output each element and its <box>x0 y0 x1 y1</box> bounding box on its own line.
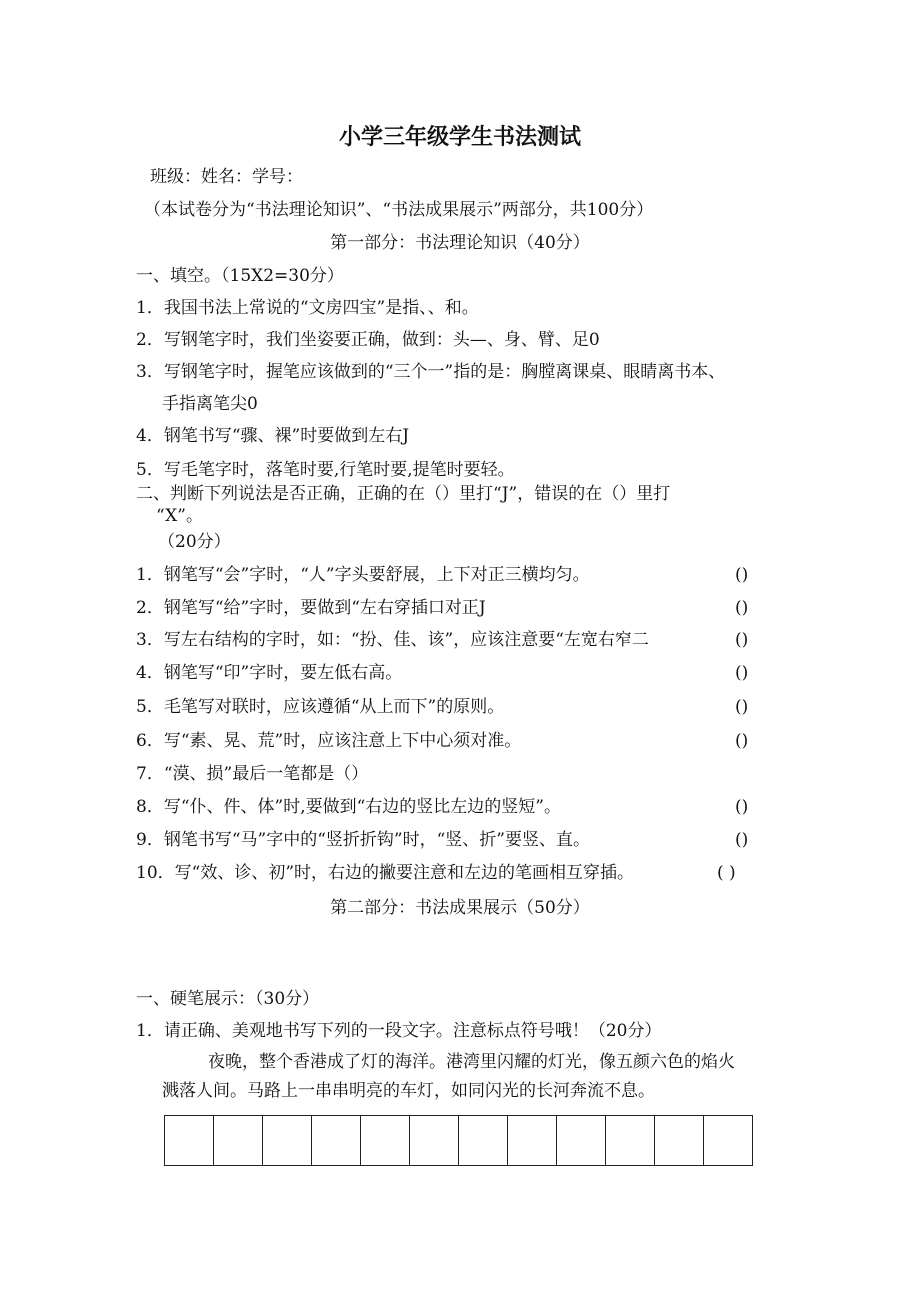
grid-cell[interactable] <box>361 1116 410 1165</box>
fill-item-cont: 手指离笔尖0 <box>162 394 258 414</box>
fill-item: 5．写毛笔字时，落笔时要,行笔时要,提笔时要轻。 <box>136 460 515 480</box>
judge-item: 6．写“素、晃、荒”时，应该注意上下中心须对准。 <box>136 731 522 751</box>
answer-paren: () <box>735 630 749 650</box>
fill-item: 3．写钢笔字时，握笔应该做到的“三个一”指的是：胸膛离课桌、眼睛离书本、 <box>136 362 726 382</box>
fill-item: 2．写钢笔字时，我们坐姿要正确，做到：头—、身、臂、足0 <box>136 330 600 350</box>
answer-paren: () <box>735 830 749 850</box>
grid-cell[interactable] <box>704 1116 753 1165</box>
writing-grid <box>164 1115 753 1166</box>
grid-cell[interactable] <box>655 1116 704 1165</box>
answer-paren: () <box>735 697 749 717</box>
judge-item: 8．写“仆、件、体”时,要做到“右边的竖比左边的竖短”。 <box>136 797 561 817</box>
judge-item: 5．毛笔写对联时，应该遵循“从上而下”的原则。 <box>136 697 505 717</box>
answer-paren: () <box>735 663 749 683</box>
part2-heading: 第二部分：书法成果展示（50分） <box>330 898 590 918</box>
answer-paren: ( ) <box>717 863 736 883</box>
part2-item1: 1．请正确、美观地书写下列的一段文字。注意标点符号哦！（20分） <box>136 1021 662 1041</box>
fill-item: 4．钢笔书写“骤、裸”时要做到左右J <box>136 426 410 446</box>
grid-cell[interactable] <box>263 1116 312 1165</box>
grid-cell[interactable] <box>508 1116 557 1165</box>
section2-heading: 二、判断下列说法是否正确，正确的在（）里打“J”，错误的在（）里打 <box>136 484 671 504</box>
judge-item: 3．写左右结构的字时，如：“扮、佳、该”，应该注意要“左宽右窄二 <box>136 630 649 650</box>
answer-paren: () <box>735 598 749 618</box>
grid-cell[interactable] <box>606 1116 655 1165</box>
judge-item: 2．钢笔写“给”字时，要做到“左右穿插口对正J <box>136 598 486 618</box>
part2-section1-heading: 一、硬笔展示：（30分） <box>136 989 320 1009</box>
grid-cell[interactable] <box>410 1116 459 1165</box>
judge-item: 1．钢笔写“会”字时，“人”字头要舒展，上下对正三横均匀。 <box>136 565 590 585</box>
part1-heading: 第一部分：书法理论知识（40分） <box>330 233 590 253</box>
judge-item: 7．“漠、损”最后一笔都是（） <box>136 764 369 784</box>
answer-paren: () <box>735 565 749 585</box>
fill-item: 1．我国书法上常说的“文房四宝”是指、、和。 <box>136 298 479 318</box>
page-title: 小学三年级学生书法测试 <box>338 125 581 150</box>
section1-heading: 一、填空。（15X2=30分） <box>136 266 344 286</box>
grid-cell[interactable] <box>557 1116 606 1165</box>
passage-line: 溅落人间。马路上一串串明亮的车灯，如同闪光的长河奔流不息。 <box>162 1081 655 1101</box>
judge-item: 10．写“效、诊、初”时，右边的撇要注意和左边的笔画相互穿插。 <box>136 863 635 883</box>
grid-cell[interactable] <box>214 1116 263 1165</box>
passage-line: 夜晚，整个香港成了灯的海洋。港湾里闪耀的灯光，像五颜六色的焰火 <box>208 1052 735 1072</box>
judge-item: 4．钢笔写“印”字时，要左低右高。 <box>136 663 403 683</box>
section2-heading-cont: “X”。 <box>156 506 203 526</box>
grid-cell[interactable] <box>459 1116 508 1165</box>
grid-cell[interactable] <box>165 1116 214 1165</box>
exam-note: （本试卷分为“书法理论知识”、“书法成果展示”两部分，共100分） <box>144 200 654 220</box>
info-line: 班级：姓名：学号： <box>150 167 303 187</box>
judge-item: 9．钢笔书写“马”字中的“竖折折钩”时，“竖、折”要竖、直。 <box>136 830 590 850</box>
answer-paren: () <box>735 731 749 751</box>
grid-cell[interactable] <box>312 1116 361 1165</box>
answer-paren: () <box>735 797 749 817</box>
section2-points: （20分） <box>158 532 231 552</box>
